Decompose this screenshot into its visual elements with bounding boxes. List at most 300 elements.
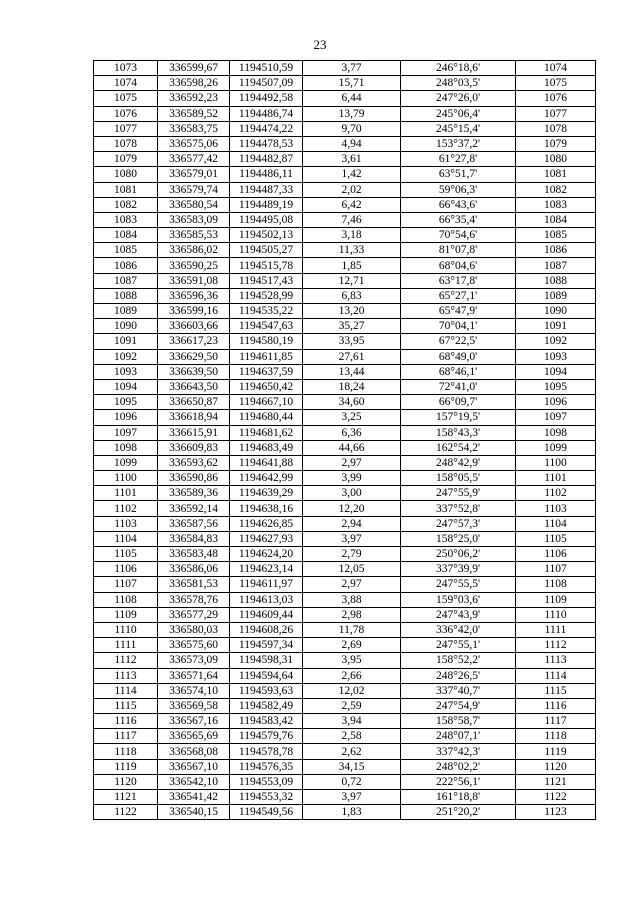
point-number-cell: 1116 xyxy=(94,714,158,729)
table-row xyxy=(94,288,596,303)
y-coordinate-cell: 1194627,93 xyxy=(230,531,303,546)
point-number-cell: 1081 xyxy=(94,182,158,197)
distance-cell: 7,46 xyxy=(303,212,401,227)
next-point-cell: 1122 xyxy=(516,790,596,805)
distance-cell: 11,78 xyxy=(303,622,401,637)
point-number-cell: 1117 xyxy=(94,729,158,744)
x-coordinate-cell: 336581,53 xyxy=(158,577,230,592)
bearing-cell: 337°40,7' xyxy=(401,683,516,698)
table-row xyxy=(94,212,596,227)
next-point-cell: 1078 xyxy=(516,121,596,136)
y-coordinate-cell: 1194580,19 xyxy=(230,334,303,349)
distance-cell: 3,99 xyxy=(303,471,401,486)
next-point-cell: 1086 xyxy=(516,243,596,258)
bearing-cell: 247°57,3' xyxy=(401,516,516,531)
x-coordinate-cell: 336580,54 xyxy=(158,197,230,212)
point-number-cell: 1104 xyxy=(94,531,158,546)
y-coordinate-cell: 1194517,43 xyxy=(230,273,303,288)
x-coordinate-cell: 336591,08 xyxy=(158,273,230,288)
bearing-cell: 158°25,0' xyxy=(401,531,516,546)
bearing-cell: 66°43,6' xyxy=(401,197,516,212)
next-point-cell: 1074 xyxy=(516,61,596,76)
distance-cell: 2,66 xyxy=(303,668,401,683)
x-coordinate-cell: 336569,58 xyxy=(158,698,230,713)
table-row xyxy=(94,273,596,288)
point-number-cell: 1090 xyxy=(94,319,158,334)
y-coordinate-cell: 1194553,09 xyxy=(230,774,303,789)
point-number-cell: 1085 xyxy=(94,243,158,258)
next-point-cell: 1085 xyxy=(516,228,596,243)
y-coordinate-cell: 1194611,85 xyxy=(230,349,303,364)
distance-cell: 33,95 xyxy=(303,334,401,349)
y-coordinate-cell: 1194683,49 xyxy=(230,440,303,455)
bearing-cell: 70°04,1' xyxy=(401,319,516,334)
next-point-cell: 1117 xyxy=(516,714,596,729)
next-point-cell: 1090 xyxy=(516,304,596,319)
distance-cell: 3,00 xyxy=(303,486,401,501)
next-point-cell: 1108 xyxy=(516,577,596,592)
x-coordinate-cell: 336639,50 xyxy=(158,364,230,379)
table-row xyxy=(94,106,596,121)
next-point-cell: 1105 xyxy=(516,531,596,546)
bearing-cell: 337°39,9' xyxy=(401,562,516,577)
bearing-cell: 63°17,8' xyxy=(401,273,516,288)
point-number-cell: 1113 xyxy=(94,668,158,683)
next-point-cell: 1111 xyxy=(516,622,596,637)
bearing-cell: 247°26,0' xyxy=(401,91,516,106)
y-coordinate-cell: 1194478,53 xyxy=(230,136,303,151)
y-coordinate-cell: 1194549,56 xyxy=(230,805,303,820)
table-row xyxy=(94,805,596,820)
point-number-cell: 1111 xyxy=(94,638,158,653)
x-coordinate-cell: 336596,36 xyxy=(158,288,230,303)
table-row xyxy=(94,729,596,744)
next-point-cell: 1094 xyxy=(516,364,596,379)
distance-cell: 2,58 xyxy=(303,729,401,744)
x-coordinate-cell: 336618,94 xyxy=(158,410,230,425)
bearing-cell: 251°20,2' xyxy=(401,805,516,820)
point-number-cell: 1119 xyxy=(94,759,158,774)
next-point-cell: 1083 xyxy=(516,197,596,212)
bearing-cell: 66°09,7' xyxy=(401,395,516,410)
bearing-cell: 59°06,3' xyxy=(401,182,516,197)
x-coordinate-cell: 336583,48 xyxy=(158,547,230,562)
distance-cell: 6,42 xyxy=(303,197,401,212)
table-row xyxy=(94,744,596,759)
point-number-cell: 1089 xyxy=(94,304,158,319)
y-coordinate-cell: 1194611,97 xyxy=(230,577,303,592)
x-coordinate-cell: 336586,02 xyxy=(158,243,230,258)
y-coordinate-cell: 1194505,27 xyxy=(230,243,303,258)
table-row xyxy=(94,714,596,729)
next-point-cell: 1107 xyxy=(516,562,596,577)
bearing-cell: 248°02,2' xyxy=(401,759,516,774)
table-row xyxy=(94,790,596,805)
distance-cell: 2,69 xyxy=(303,638,401,653)
y-coordinate-cell: 1194681,62 xyxy=(230,425,303,440)
y-coordinate-cell: 1194487,33 xyxy=(230,182,303,197)
next-point-cell: 1123 xyxy=(516,805,596,820)
y-coordinate-cell: 1194474,22 xyxy=(230,121,303,136)
next-point-cell: 1099 xyxy=(516,440,596,455)
distance-cell: 44,66 xyxy=(303,440,401,455)
next-point-cell: 1079 xyxy=(516,136,596,151)
table-row xyxy=(94,455,596,470)
table-row xyxy=(94,304,596,319)
y-coordinate-cell: 1194495,08 xyxy=(230,212,303,227)
distance-cell: 2,97 xyxy=(303,577,401,592)
y-coordinate-cell: 1194482,87 xyxy=(230,152,303,167)
y-coordinate-cell: 1194510,59 xyxy=(230,61,303,76)
y-coordinate-cell: 1194528,99 xyxy=(230,288,303,303)
bearing-cell: 336°42,0' xyxy=(401,622,516,637)
bearing-cell: 248°26,5' xyxy=(401,668,516,683)
x-coordinate-cell: 336580,03 xyxy=(158,622,230,637)
y-coordinate-cell: 1194613,03 xyxy=(230,592,303,607)
next-point-cell: 1089 xyxy=(516,288,596,303)
table-row xyxy=(94,698,596,713)
next-point-cell: 1110 xyxy=(516,607,596,622)
bearing-cell: 248°42,9' xyxy=(401,455,516,470)
table-row xyxy=(94,683,596,698)
y-coordinate-cell: 1194641,88 xyxy=(230,455,303,470)
y-coordinate-cell: 1194515,78 xyxy=(230,258,303,273)
table-row xyxy=(94,228,596,243)
bearing-cell: 161°18,8' xyxy=(401,790,516,805)
point-number-cell: 1095 xyxy=(94,395,158,410)
distance-cell: 9,70 xyxy=(303,121,401,136)
next-point-cell: 1120 xyxy=(516,759,596,774)
bearing-cell: 61°27,8' xyxy=(401,152,516,167)
x-coordinate-cell: 336574,10 xyxy=(158,683,230,698)
distance-cell: 11,33 xyxy=(303,243,401,258)
x-coordinate-cell: 336578,76 xyxy=(158,592,230,607)
table-row xyxy=(94,395,596,410)
next-point-cell: 1121 xyxy=(516,774,596,789)
y-coordinate-cell: 1194583,42 xyxy=(230,714,303,729)
bearing-cell: 250°06,2' xyxy=(401,547,516,562)
x-coordinate-cell: 336567,16 xyxy=(158,714,230,729)
table-row xyxy=(94,364,596,379)
bearing-cell: 157°19,5' xyxy=(401,410,516,425)
bearing-cell: 153°37,2' xyxy=(401,136,516,151)
bearing-cell: 72°41,0' xyxy=(401,379,516,394)
point-number-cell: 1092 xyxy=(94,349,158,364)
next-point-cell: 1116 xyxy=(516,698,596,713)
x-coordinate-cell: 336589,36 xyxy=(158,486,230,501)
table-row xyxy=(94,592,596,607)
y-coordinate-cell: 1194535,22 xyxy=(230,304,303,319)
x-coordinate-cell: 336542,10 xyxy=(158,774,230,789)
table-row xyxy=(94,91,596,106)
point-number-cell: 1087 xyxy=(94,273,158,288)
bearing-cell: 245°15,4' xyxy=(401,121,516,136)
next-point-cell: 1101 xyxy=(516,471,596,486)
x-coordinate-cell: 336598,26 xyxy=(158,76,230,91)
distance-cell: 3,61 xyxy=(303,152,401,167)
x-coordinate-cell: 336617,23 xyxy=(158,334,230,349)
x-coordinate-cell: 336599,16 xyxy=(158,304,230,319)
point-number-cell: 1093 xyxy=(94,364,158,379)
table-row xyxy=(94,607,596,622)
table-row xyxy=(94,152,596,167)
y-coordinate-cell: 1194637,59 xyxy=(230,364,303,379)
table-row xyxy=(94,774,596,789)
y-coordinate-cell: 1194553,32 xyxy=(230,790,303,805)
x-coordinate-cell: 336541,42 xyxy=(158,790,230,805)
bearing-cell: 158°05,5' xyxy=(401,471,516,486)
table-row xyxy=(94,547,596,562)
table-row xyxy=(94,243,596,258)
x-coordinate-cell: 336575,06 xyxy=(158,136,230,151)
x-coordinate-cell: 336583,75 xyxy=(158,121,230,136)
x-coordinate-cell: 336565,69 xyxy=(158,729,230,744)
point-number-cell: 1106 xyxy=(94,562,158,577)
point-number-cell: 1100 xyxy=(94,471,158,486)
y-coordinate-cell: 1194489,19 xyxy=(230,197,303,212)
x-coordinate-cell: 336584,83 xyxy=(158,531,230,546)
x-coordinate-cell: 336585,53 xyxy=(158,228,230,243)
table-row xyxy=(94,577,596,592)
x-coordinate-cell: 336589,52 xyxy=(158,106,230,121)
table-row xyxy=(94,76,596,91)
x-coordinate-cell: 336643,50 xyxy=(158,379,230,394)
bearing-cell: 67°22,5' xyxy=(401,334,516,349)
bearing-cell: 246°18,6' xyxy=(401,61,516,76)
page-number: 23 xyxy=(313,37,327,52)
table-row xyxy=(94,410,596,425)
distance-cell: 34,15 xyxy=(303,759,401,774)
distance-cell: 3,77 xyxy=(303,61,401,76)
distance-cell: 12,71 xyxy=(303,273,401,288)
table-row xyxy=(94,562,596,577)
next-point-cell: 1080 xyxy=(516,152,596,167)
distance-cell: 1,83 xyxy=(303,805,401,820)
bearing-cell: 162°54,2' xyxy=(401,440,516,455)
next-point-cell: 1104 xyxy=(516,516,596,531)
next-point-cell: 1092 xyxy=(516,334,596,349)
bearing-cell: 70°54,6' xyxy=(401,228,516,243)
x-coordinate-cell: 336650,87 xyxy=(158,395,230,410)
table-row xyxy=(94,471,596,486)
y-coordinate-cell: 1194597,34 xyxy=(230,638,303,653)
bearing-cell: 65°27,1' xyxy=(401,288,516,303)
y-coordinate-cell: 1194623,14 xyxy=(230,562,303,577)
distance-cell: 3,18 xyxy=(303,228,401,243)
distance-cell: 15,71 xyxy=(303,76,401,91)
table-row xyxy=(94,653,596,668)
table-row xyxy=(94,182,596,197)
next-point-cell: 1102 xyxy=(516,486,596,501)
x-coordinate-cell: 336573,09 xyxy=(158,653,230,668)
table-row xyxy=(94,334,596,349)
point-number-cell: 1080 xyxy=(94,167,158,182)
x-coordinate-cell: 336568,08 xyxy=(158,744,230,759)
x-coordinate-cell: 336609,83 xyxy=(158,440,230,455)
distance-cell: 3,97 xyxy=(303,790,401,805)
distance-cell: 3,94 xyxy=(303,714,401,729)
next-point-cell: 1119 xyxy=(516,744,596,759)
point-number-cell: 1099 xyxy=(94,455,158,470)
table-row xyxy=(94,440,596,455)
next-point-cell: 1084 xyxy=(516,212,596,227)
distance-cell: 2,02 xyxy=(303,182,401,197)
point-number-cell: 1075 xyxy=(94,91,158,106)
distance-cell: 4,94 xyxy=(303,136,401,151)
y-coordinate-cell: 1194667,10 xyxy=(230,395,303,410)
distance-cell: 12,02 xyxy=(303,683,401,698)
distance-cell: 3,95 xyxy=(303,653,401,668)
x-coordinate-cell: 336629,50 xyxy=(158,349,230,364)
distance-cell: 3,88 xyxy=(303,592,401,607)
bearing-cell: 247°54,9' xyxy=(401,698,516,713)
y-coordinate-cell: 1194507,09 xyxy=(230,76,303,91)
y-coordinate-cell: 1194576,35 xyxy=(230,759,303,774)
distance-cell: 2,79 xyxy=(303,547,401,562)
table-row xyxy=(94,531,596,546)
bearing-cell: 68°46,1' xyxy=(401,364,516,379)
bearing-cell: 81°07,8' xyxy=(401,243,516,258)
distance-cell: 34,60 xyxy=(303,395,401,410)
bearing-cell: 247°43,9' xyxy=(401,607,516,622)
point-number-cell: 1096 xyxy=(94,410,158,425)
next-point-cell: 1081 xyxy=(516,167,596,182)
x-coordinate-cell: 336583,09 xyxy=(158,212,230,227)
distance-cell: 2,94 xyxy=(303,516,401,531)
distance-cell: 6,83 xyxy=(303,288,401,303)
point-number-cell: 1114 xyxy=(94,683,158,698)
point-number-cell: 1088 xyxy=(94,288,158,303)
distance-cell: 13,79 xyxy=(303,106,401,121)
table-row xyxy=(94,638,596,653)
point-number-cell: 1086 xyxy=(94,258,158,273)
y-coordinate-cell: 1194492,58 xyxy=(230,91,303,106)
y-coordinate-cell: 1194626,85 xyxy=(230,516,303,531)
table-row xyxy=(94,425,596,440)
next-point-cell: 1082 xyxy=(516,182,596,197)
point-number-cell: 1109 xyxy=(94,607,158,622)
table-row xyxy=(94,668,596,683)
table-row xyxy=(94,167,596,182)
table-row xyxy=(94,61,596,76)
bearing-cell: 337°52,8' xyxy=(401,501,516,516)
y-coordinate-cell: 1194486,11 xyxy=(230,167,303,182)
next-point-cell: 1103 xyxy=(516,501,596,516)
y-coordinate-cell: 1194609,44 xyxy=(230,607,303,622)
bearing-cell: 68°04,6' xyxy=(401,258,516,273)
bearing-cell: 65°47,9' xyxy=(401,304,516,319)
x-coordinate-cell: 336575,60 xyxy=(158,638,230,653)
table-row xyxy=(94,136,596,151)
next-point-cell: 1088 xyxy=(516,273,596,288)
distance-cell: 3,97 xyxy=(303,531,401,546)
bearing-cell: 247°55,1' xyxy=(401,638,516,653)
next-point-cell: 1091 xyxy=(516,319,596,334)
point-number-cell: 1103 xyxy=(94,516,158,531)
x-coordinate-cell: 336590,86 xyxy=(158,471,230,486)
x-coordinate-cell: 336590,25 xyxy=(158,258,230,273)
x-coordinate-cell: 336571,64 xyxy=(158,668,230,683)
y-coordinate-cell: 1194582,49 xyxy=(230,698,303,713)
distance-cell: 2,98 xyxy=(303,607,401,622)
table-row xyxy=(94,349,596,364)
point-number-cell: 1074 xyxy=(94,76,158,91)
bearing-cell: 222°56,1' xyxy=(401,774,516,789)
point-number-cell: 1079 xyxy=(94,152,158,167)
next-point-cell: 1112 xyxy=(516,638,596,653)
point-number-cell: 1108 xyxy=(94,592,158,607)
next-point-cell: 1098 xyxy=(516,425,596,440)
next-point-cell: 1087 xyxy=(516,258,596,273)
point-number-cell: 1097 xyxy=(94,425,158,440)
x-coordinate-cell: 336577,29 xyxy=(158,607,230,622)
table-row xyxy=(94,379,596,394)
point-number-cell: 1120 xyxy=(94,774,158,789)
bearing-cell: 158°43,3' xyxy=(401,425,516,440)
next-point-cell: 1115 xyxy=(516,683,596,698)
next-point-cell: 1096 xyxy=(516,395,596,410)
point-number-cell: 1077 xyxy=(94,121,158,136)
next-point-cell: 1076 xyxy=(516,91,596,106)
y-coordinate-cell: 1194502,13 xyxy=(230,228,303,243)
distance-cell: 18,24 xyxy=(303,379,401,394)
distance-cell: 6,44 xyxy=(303,91,401,106)
table-row xyxy=(94,121,596,136)
bearing-cell: 248°07,1' xyxy=(401,729,516,744)
y-coordinate-cell: 1194594,64 xyxy=(230,668,303,683)
y-coordinate-cell: 1194608,26 xyxy=(230,622,303,637)
bearing-cell: 63°51,7' xyxy=(401,167,516,182)
table-row xyxy=(94,197,596,212)
point-number-cell: 1115 xyxy=(94,698,158,713)
x-coordinate-cell: 336615,91 xyxy=(158,425,230,440)
distance-cell: 12,05 xyxy=(303,562,401,577)
distance-cell: 2,97 xyxy=(303,455,401,470)
x-coordinate-cell: 336587,56 xyxy=(158,516,230,531)
distance-cell: 2,59 xyxy=(303,698,401,713)
y-coordinate-cell: 1194639,29 xyxy=(230,486,303,501)
bearing-cell: 158°58,7' xyxy=(401,714,516,729)
point-number-cell: 1076 xyxy=(94,106,158,121)
x-coordinate-cell: 336592,14 xyxy=(158,501,230,516)
point-number-cell: 1091 xyxy=(94,334,158,349)
bearing-cell: 68°49,0' xyxy=(401,349,516,364)
x-coordinate-cell: 336586,06 xyxy=(158,562,230,577)
y-coordinate-cell: 1194486,74 xyxy=(230,106,303,121)
next-point-cell: 1077 xyxy=(516,106,596,121)
bearing-cell: 247°55,9' xyxy=(401,486,516,501)
y-coordinate-cell: 1194578,78 xyxy=(230,744,303,759)
y-coordinate-cell: 1194547,63 xyxy=(230,319,303,334)
point-number-cell: 1107 xyxy=(94,577,158,592)
next-point-cell: 1113 xyxy=(516,653,596,668)
bearing-cell: 66°35,4' xyxy=(401,212,516,227)
bearing-cell: 337°42,3' xyxy=(401,744,516,759)
y-coordinate-cell: 1194624,20 xyxy=(230,547,303,562)
x-coordinate-cell: 336593,62 xyxy=(158,455,230,470)
table-row xyxy=(94,516,596,531)
x-coordinate-cell: 336567,10 xyxy=(158,759,230,774)
coordinates-table-body xyxy=(94,61,596,820)
distance-cell: 2,62 xyxy=(303,744,401,759)
distance-cell: 12,20 xyxy=(303,501,401,516)
x-coordinate-cell: 336603,66 xyxy=(158,319,230,334)
distance-cell: 1,42 xyxy=(303,167,401,182)
y-coordinate-cell: 1194579,76 xyxy=(230,729,303,744)
x-coordinate-cell: 336540,15 xyxy=(158,805,230,820)
point-number-cell: 1073 xyxy=(94,61,158,76)
table-row xyxy=(94,501,596,516)
